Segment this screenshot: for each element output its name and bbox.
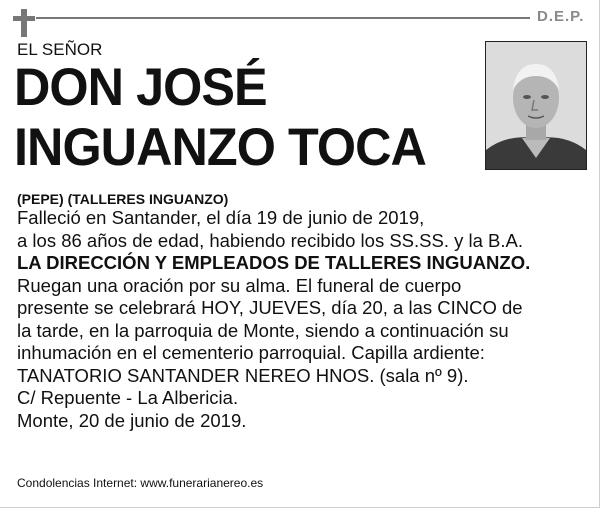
body-line: TANATORIO SANTANDER NEREO HNOS. (sala nº 9).: [17, 364, 469, 386]
body-line: la tarde, en la parroquia de Monte, siendo a continuación su: [17, 319, 509, 341]
deceased-name: [14, 58, 461, 178]
portrait-photo: [485, 41, 587, 170]
mourners-line: LA DIRECCIÓN Y EMPLEADOS DE TALLERES INGUANZO.: [17, 252, 531, 273]
body-line: inhumación en el cementerio parroquial. Capilla ardiente:: [17, 342, 485, 363]
body-line: C/ Repuente - La Albericia.: [17, 387, 239, 408]
notice-body: [17, 207, 587, 432]
header-divider: [36, 17, 530, 19]
date-line: Monte, 20 de junio de 2019.: [17, 409, 247, 431]
body-line: a los 86 años de edad, habiendo recibido los SS.SS. y la B.A.: [17, 229, 523, 251]
body-line: Ruegan una oración por su alma. El funeral de cuerpo: [17, 274, 462, 296]
body-line: Falleció en Santander, el día 19 de junio de 2019,: [17, 207, 425, 228]
honorific: EL SEÑOR: [17, 40, 103, 59]
latin-cross-icon: [13, 9, 35, 37]
dep-label: D.E.P.: [537, 8, 585, 25]
nickname: (PEPE) (TALLERES INGUANZO): [17, 191, 229, 207]
name-line-1: DON JOSÉ: [14, 58, 267, 117]
body-line: presente se celebrará HOY, JUEVES, día 20, a las CINCO de: [17, 297, 523, 318]
name-line-2: INGUANZO TOCA: [14, 118, 426, 177]
condolences-footer: Condolencias Internet: www.funerarianereo.es: [17, 476, 264, 490]
